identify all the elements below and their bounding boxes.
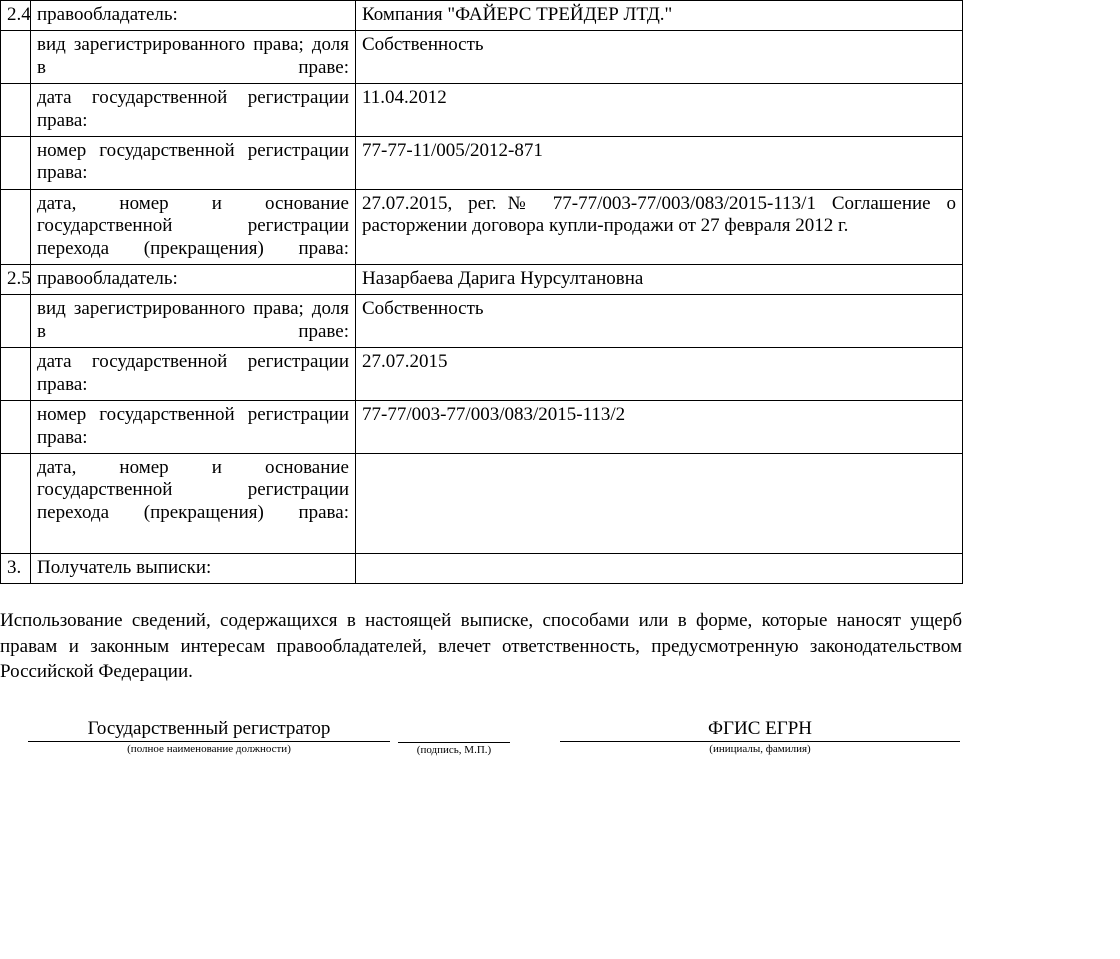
table-row (1, 189, 963, 264)
table-row (1, 453, 963, 553)
row-number: 2.5 (1, 265, 31, 295)
row-label: правообладатель: (31, 1, 356, 31)
signature-registrar (28, 718, 390, 755)
table-row (1, 265, 963, 295)
signature-block (0, 718, 962, 778)
row-label: дата, номер и основание государственной регистрации перехода (прекращения) права: (31, 189, 356, 264)
row-value: Компания "ФАЙЕРС ТРЕЙДЕР ЛТД." (356, 1, 963, 31)
signature-title (398, 718, 510, 742)
row-value: 77-77/003-77/003/083/2015-113/2 (356, 401, 963, 454)
signature-caption: (инициалы, фамилия) (709, 743, 811, 756)
row-number (1, 348, 31, 401)
row-value: 27.07.2015, рег.№ 77-77/003-77/003/083/2015-113/1 Соглашение о расторжении договора купли-продажи от 27 февраля 2012 г. (356, 189, 963, 264)
signature-caption: (полное наименование должности) (127, 743, 291, 756)
table-row (1, 295, 963, 348)
row-value (356, 453, 963, 553)
table-row (1, 84, 963, 137)
row-number (1, 453, 31, 553)
row-value (356, 553, 963, 583)
row-number (1, 31, 31, 84)
row-number (1, 295, 31, 348)
signature-title: Государственный регистратор (87, 718, 331, 740)
table-row (1, 553, 963, 583)
row-value: Назарбаева Дарига Нурсултановна (356, 265, 963, 295)
table-row (1, 137, 963, 190)
signature-caption: (подпись, М.П.) (416, 744, 492, 757)
row-label: номер государственной регистрации права: (31, 401, 356, 454)
rights-table-body (1, 1, 963, 584)
row-label: дата государственной регистрации права: (31, 348, 356, 401)
row-label: Получатель выписки: (31, 553, 356, 583)
row-value: 27.07.2015 (356, 348, 963, 401)
table-row (1, 1, 963, 31)
row-value: 77-77-11/005/2012-871 (356, 137, 963, 190)
usage-notice: Использование сведений, содержащихся в настоящей выписке, способами или в форме, которые наносят ущерб правам и законным интересам правообладателей, влечет ответственность, предусмотренную законодательством Российской Федерации. (0, 610, 962, 682)
row-number: 3. (1, 553, 31, 583)
row-label: дата государственной регистрации права: (31, 84, 356, 137)
row-label: дата, номер и основание государственной регистрации перехода (прекращения) права: (31, 453, 356, 553)
row-label: вид зарегистрированного права; доля в праве: (31, 31, 356, 84)
row-number (1, 189, 31, 264)
row-value: Собственность (356, 295, 963, 348)
row-label: номер государственной регистрации права: (31, 137, 356, 190)
row-label: правообладатель: (31, 265, 356, 295)
row-number (1, 401, 31, 454)
row-value: 11.04.2012 (356, 84, 963, 137)
signature-stamp (398, 718, 510, 756)
row-number (1, 137, 31, 190)
row-value: Собственность (356, 31, 963, 84)
signature-name (560, 718, 960, 755)
table-row (1, 348, 963, 401)
table-row (1, 401, 963, 454)
row-number: 2.4 (1, 1, 31, 31)
signature-title: ФГИС ЕГРН (707, 718, 813, 740)
row-label: вид зарегистрированного права; доля в праве: (31, 295, 356, 348)
table-row (1, 31, 963, 84)
row-number (1, 84, 31, 137)
